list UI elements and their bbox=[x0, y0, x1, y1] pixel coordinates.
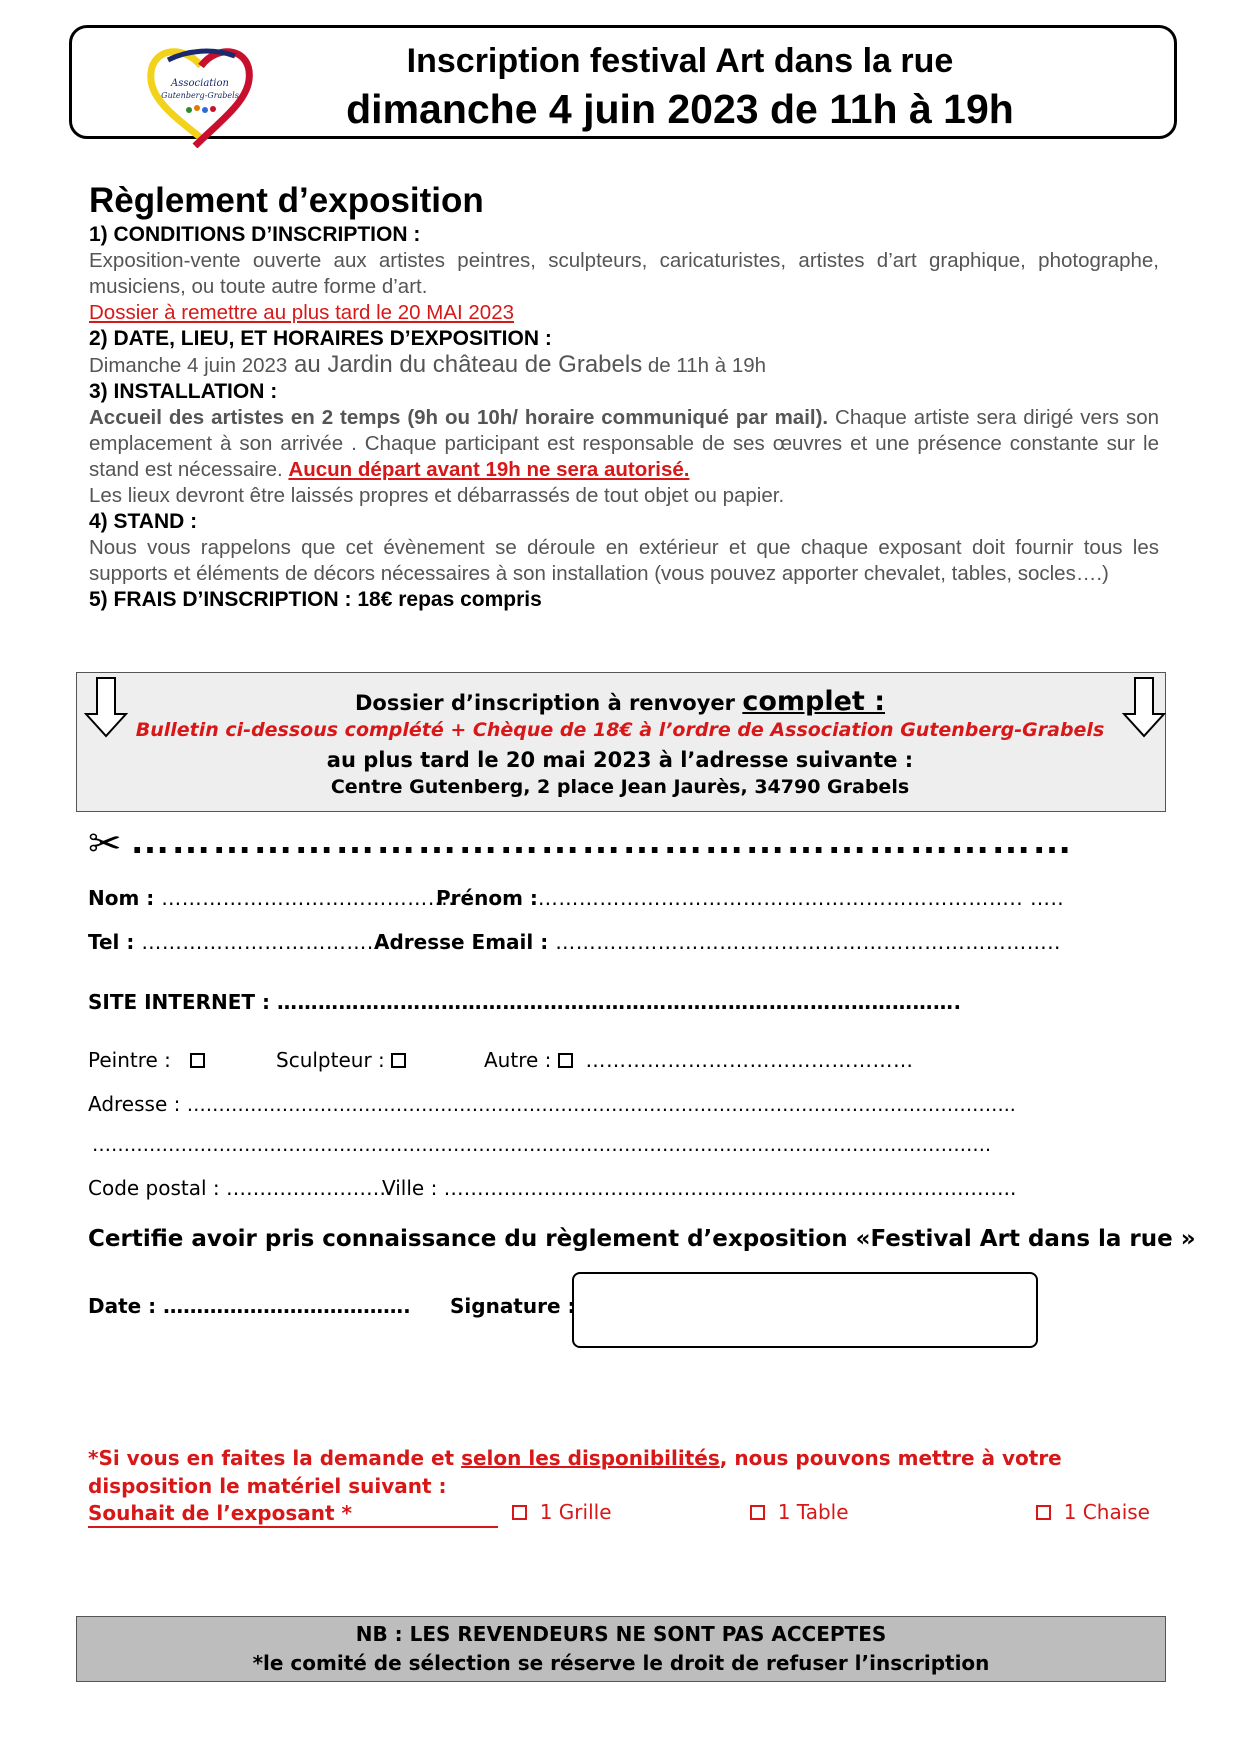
email-field[interactable] bbox=[374, 930, 1061, 954]
rules-title: Règlement d’exposition bbox=[89, 181, 484, 220]
dossier-line-1-text: Dossier d’inscription à renvoyer bbox=[354, 691, 743, 715]
title-line-1: Inscription festival Art dans la rue bbox=[406, 42, 954, 80]
exhibitor-wish: Souhait de l’exposant * bbox=[88, 1500, 498, 1528]
peintre-checkbox[interactable] bbox=[190, 1053, 205, 1068]
prenom-label: Prénom : bbox=[436, 886, 538, 910]
dossier-line-3: au plus tard le 20 mai 2023 à l’adresse suivante : bbox=[326, 748, 914, 772]
section-2-hours: de 11h à 19h bbox=[642, 354, 767, 377]
adresse-field[interactable] bbox=[88, 1092, 1016, 1116]
section-1-deadline: Dossier à remettre au plus tard le 20 MAI 2023 bbox=[89, 301, 515, 324]
prenom-field[interactable] bbox=[436, 886, 1064, 910]
nom-field[interactable] bbox=[88, 886, 455, 910]
section-3-text: Chaque artiste sera dirigé vers son emplacement à son arrivée . Chaque participant est responsable de ses œuvres et une présence constante sur le stand est nécessaire. bbox=[89, 406, 1159, 481]
svg-text:Association: Association bbox=[171, 78, 229, 89]
section-2-heading: 2) DATE, LIEU, ET HORAIRES D’EXPOSITION : bbox=[89, 327, 552, 350]
autre-checkbox[interactable] bbox=[558, 1053, 573, 1068]
section-3-heading: 3) INSTALLATION : bbox=[89, 380, 278, 403]
ville-dots: ………………………………………………………………………….. bbox=[443, 1176, 1017, 1200]
tel-field[interactable] bbox=[88, 930, 381, 954]
chaise-label: 1 Chaise bbox=[1063, 1500, 1150, 1524]
svg-text:Gutenberg-Grabels: Gutenberg-Grabels bbox=[161, 91, 239, 100]
date-dots: ………………………………. bbox=[163, 1294, 411, 1318]
section-5-heading bbox=[89, 587, 1159, 613]
section-3-reception: Accueil des artistes en 2 temps (9h ou 10h/ horaire communiqué par mail). bbox=[89, 406, 829, 429]
website-dots: ………………………………………………………………………………………. bbox=[276, 990, 962, 1014]
section-1-heading: 1) CONDITIONS D’INSCRIPTION : bbox=[89, 223, 421, 246]
nom-dots: ……………………………………. bbox=[161, 886, 456, 910]
prenom-dots: …………………………………………………………….. ….. bbox=[537, 886, 1065, 910]
autre-label: Autre : bbox=[484, 1048, 558, 1072]
email-label: Adresse Email : bbox=[374, 930, 556, 954]
code-postal-field[interactable] bbox=[88, 1176, 392, 1200]
date-label: Date : bbox=[88, 1294, 164, 1318]
dossier-complete: complet : bbox=[742, 686, 886, 717]
sculpteur-option[interactable] bbox=[276, 1048, 406, 1072]
section-3-warning: Aucun départ avant 19h ne sera autorisé. bbox=[288, 458, 690, 481]
materials-note-availability: selon les disponibilités bbox=[461, 1446, 720, 1470]
chaise-checkbox[interactable] bbox=[1036, 1505, 1051, 1520]
website-label: SITE INTERNET : bbox=[88, 990, 277, 1014]
website-field[interactable] bbox=[88, 990, 962, 1014]
code-postal-dots: ……………………. bbox=[226, 1176, 393, 1200]
date-field[interactable] bbox=[88, 1294, 411, 1318]
section-3-body-2: Les lieux devront être laissés propres et débarrassés de tout objet ou papier. bbox=[89, 484, 785, 507]
section-2-place: au Jardin du château de Grabels bbox=[287, 351, 643, 378]
code-postal-label: Code postal : bbox=[88, 1176, 227, 1200]
table-checkbox[interactable] bbox=[750, 1505, 765, 1520]
scissors-icon: ✂ bbox=[88, 822, 122, 866]
section-5-label: 5) FRAIS D’INSCRIPTION : bbox=[89, 588, 358, 611]
peintre-option[interactable] bbox=[88, 1048, 205, 1072]
dossier-address: Centre Gutenberg, 2 place Jean Jaurès, 34790 Grabels bbox=[330, 776, 910, 798]
section-1-body: Exposition-vente ouverte aux artistes peintres, sculpteurs, caricaturistes, artistes d’art graphique, photographe, musiciens, ou toute autre forme d’art. bbox=[89, 249, 1159, 298]
nb-line-2: *le comité de sélection se réserve le droit de refuser l’inscription bbox=[252, 1651, 990, 1675]
section-4-body: Nous vous rappelons que cet évènement se déroule en extérieur et que chaque exposant doit fournir tous les supports et éléments de décors nécessaires à son installation (vous pouvez apporter chevalet, tables, socles….) bbox=[89, 536, 1159, 585]
tel-label: Tel : bbox=[88, 930, 142, 954]
materials-note-a: *Si vous en faites la demande et bbox=[88, 1446, 462, 1470]
title-line-2: dimanche 4 juin 2023 de 11h à 19h bbox=[346, 86, 1014, 132]
signature-label: Signature : bbox=[450, 1294, 576, 1318]
material-grille[interactable] bbox=[512, 1500, 612, 1524]
adresse-dots: ………………………………………………………………………………………………………………….. bbox=[186, 1094, 1016, 1116]
certify-statement: Certifie avoir pris connaissance du règlement d’exposition «Festival Art dans la rue » bbox=[88, 1226, 1196, 1252]
section-4-heading: 4) STAND : bbox=[89, 510, 198, 533]
ville-label: Ville : bbox=[382, 1176, 444, 1200]
sculpteur-label: Sculpteur : bbox=[276, 1048, 392, 1072]
peintre-label: Peintre : bbox=[88, 1048, 178, 1072]
signature-box[interactable] bbox=[572, 1272, 1038, 1348]
materials-note-c: , nous pouvons mettre à votre disposition le matériel suivant : bbox=[88, 1446, 1062, 1498]
section-5-value: 18€ repas compris bbox=[357, 588, 542, 611]
materials-note bbox=[88, 1444, 1168, 1500]
adresse-label: Adresse : bbox=[88, 1092, 187, 1116]
association-logo bbox=[143, 38, 258, 148]
rules-section bbox=[89, 180, 1159, 613]
adresse-line-2[interactable]: ……………………………………………………………………………………………………………………………. bbox=[92, 1134, 992, 1156]
sculpteur-checkbox[interactable] bbox=[391, 1053, 406, 1068]
autre-option[interactable] bbox=[484, 1048, 913, 1072]
dossier-line-1 bbox=[100, 686, 1140, 717]
cut-line: …………………………………………………………… bbox=[130, 818, 1073, 862]
section-3-body bbox=[89, 405, 1159, 483]
ville-field[interactable] bbox=[382, 1176, 1016, 1200]
tel-dots: …………………………….. bbox=[141, 930, 381, 954]
section-2-body bbox=[89, 352, 1159, 379]
autre-dots: ………………………………………… bbox=[585, 1048, 914, 1072]
email-dots: ……………………………………………………………….. bbox=[555, 930, 1061, 954]
nb-line-1: NB : LES REVENDEURS NE SONT PAS ACCEPTES bbox=[355, 1622, 887, 1646]
material-table[interactable] bbox=[750, 1500, 849, 1524]
table-label: 1 Table bbox=[777, 1500, 849, 1524]
nom-label: Nom : bbox=[88, 886, 162, 910]
dossier-line-2: Bulletin ci-dessous complété + Chèque de 18€ à l’ordre de Association Gutenberg-Grabels bbox=[135, 719, 1105, 741]
grille-label: 1 Grille bbox=[539, 1500, 612, 1524]
material-chaise[interactable] bbox=[1036, 1500, 1150, 1524]
section-2-date: Dimanche 4 juin 2023 bbox=[89, 354, 288, 377]
grille-checkbox[interactable] bbox=[512, 1505, 527, 1520]
